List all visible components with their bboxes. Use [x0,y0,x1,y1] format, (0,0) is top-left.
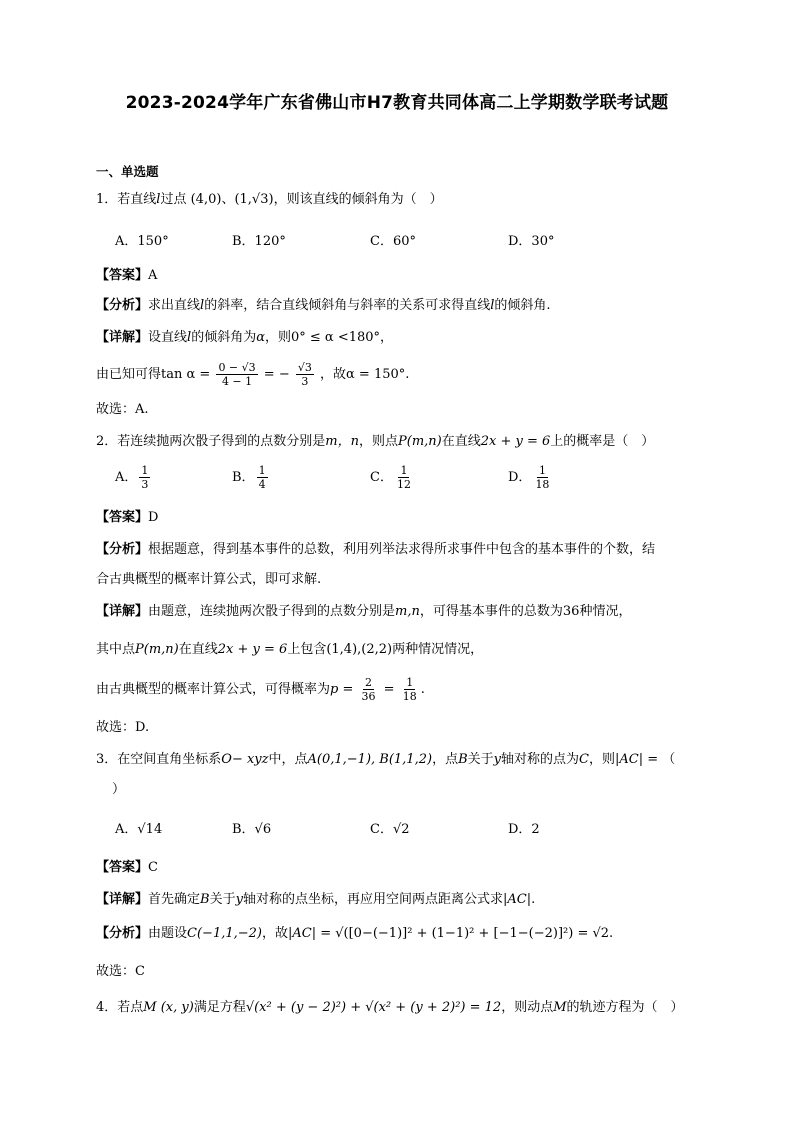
q2-c-num: 1 [400,464,408,477]
q1-analysis-var: l [200,298,205,313]
q3-analysis-mid: ，故| [261,926,293,941]
q2-option-d [508,463,553,493]
q2-frac2-den: 18 [402,690,417,703]
q2-detail2-mid2: 上包含 [287,642,327,657]
q1-analysis [96,297,551,315]
q2-option-b-label: B． [232,470,255,485]
q2-detail2-point: P(m,n) [135,642,179,657]
q1-answer [96,267,157,285]
q3-conclusion: 故选：C [96,964,145,979]
q4-stem-post: 的轨迹方程为（ ） [566,1000,684,1015]
q3-analysis [96,925,613,943]
q2-analysis-line-2: 合古典概型的概率计算公式，即可求解. [96,572,322,587]
q1-analysis-pre: 求出直线 [148,298,201,313]
q1-fraction-2 [296,361,314,388]
q1-analysis-var2: l [490,298,495,313]
question-4-stem [96,999,684,1017]
q2-detail1-mid: ，可得基本事件的总数为 [419,604,563,619]
q2-stem-post: 上的概率是（ ） [550,434,655,449]
q3-option-d: D．2 [508,822,540,837]
q3-stem-sys: O− xyz [221,752,269,767]
q2-detail3-eq: = [383,682,395,697]
q2-d-den: 18 [535,478,550,491]
q1-detail1-mid: 的倾斜角为 [191,330,257,345]
q1-stem-pre: 1．若直线 [96,192,157,207]
q2-option-b [232,463,270,493]
q3-option-b: B．√6 [232,822,272,837]
q1-stem-var: l [156,192,161,207]
q2-detail-2 [96,641,483,659]
q1-detail1-alpha: α [256,330,265,345]
q1-frac1-den: 4 − 1 [221,375,253,388]
q1-detail-1 [96,329,393,347]
q1-detail2-eq: = − [263,367,290,382]
q3-stem-mid4: 轴对称的点为 [501,752,580,767]
q2-detail2-line: 2x + y = 6 [217,642,288,657]
q3-detail-post: 轴对称的点坐标，再应用空间两点距离公式求| [242,892,508,907]
q2-analysis-text-1: 根据题意，得到基本事件的总数，利用列举法求得所求事件中包含的基本事件的个数，结 [148,542,656,557]
q2-detail3-frac-1 [360,676,378,703]
q1-analysis-mid: 的斜率，结合直线倾斜角与斜率的关系可求得直线 [204,298,491,313]
q1-point-2: (1,√3) [234,192,274,207]
q1-point-1: (4,0) [190,192,222,207]
q3-stem-mid2: ，点 [432,752,459,767]
q3-detail-ac: AC [507,892,527,907]
q3-detail-end: |. [526,892,536,907]
q3-stem-pts: A(0,1,−1), B(1,1,2) [307,752,433,767]
q2-detail1-vars: m,n [395,604,420,619]
q1-analysis-post: 的倾斜角. [494,298,551,313]
q1-frac2-den: 3 [301,375,309,388]
q3-detail-mid: 关于 [209,892,236,907]
q2-detail3-post: . [420,682,425,697]
q2-option-c-frac [395,464,413,491]
detail-tag: 【详解】 [96,330,149,345]
q2-detail1-n: 36 [562,604,580,619]
q2-option-a-frac [139,464,150,491]
q2-detail-1 [96,603,631,621]
q2-a-den: 3 [141,478,149,491]
question-3-stem-line-2: ） [112,782,126,797]
q2-option-d-label: D． [508,470,532,485]
q1-conclusion: 故选：A. [96,402,149,417]
section-heading: 一、单选题 [96,164,159,179]
answer-tag: 【答案】 [96,268,149,283]
q4-stem-m: M (x, y) [143,1000,194,1015]
q2-detail2-post: 两种情况情况， [392,642,484,657]
analysis-tag: 【分析】 [96,542,149,557]
q2-frac1-num: 2 [365,676,373,689]
q1-option-a: A．150° [115,234,169,249]
q3-stem-ac: AC [619,752,639,767]
q1-detail1-pre: 设直线 [148,330,188,345]
q3-stem-mid: 中，点 [268,752,308,767]
question-1-stem [96,191,443,209]
q2-option-d-frac [533,464,551,491]
q3-analysis-c: C(−1,1,−2) [187,926,262,941]
q2-analysis-line-1 [96,541,655,559]
q4-stem-mid: 满足方程 [193,1000,246,1015]
q2-stem-mid2: 在直线 [441,434,481,449]
q2-conclusion: 故选：D. [96,720,150,735]
q4-stem-eq: √(x² + (y − 2)²) + √(x² + (y + 2)²) = 12 [245,1000,502,1015]
q3-stem-c: C [579,752,589,767]
q3-detail-pre: 首先确定 [148,892,201,907]
q1-option-d: D．30° [508,234,555,249]
q2-d-num: 1 [538,464,546,477]
q3-stem-mid5: ，则| [588,752,620,767]
q2-answer [96,509,158,527]
page-title: 2023-2024学年广东省佛山市H7教育共同体高二上学期数学联考试题 [125,93,669,113]
q4-stem-m2: M [553,1000,567,1015]
q3-stem-post: | = （ [638,752,676,767]
q2-stem-vars: m，n [325,434,359,449]
q3-detail-y: y [235,892,243,907]
q2-detail2-mid: 在直线 [178,642,218,657]
question-3-stem-line-1 [96,751,675,769]
detail-tag: 【详解】 [96,892,149,907]
q3-option-a: A．√14 [115,822,163,837]
q3-analysis-post: . [609,926,614,941]
q3-answer-value: C [148,860,158,875]
q2-stem-point: P(m,n) [398,434,442,449]
q2-detail1-pre: 由题意，连续抛两次骰子得到的点数分别是 [148,604,396,619]
q1-stem-mid: 过点 [160,192,187,207]
q3-stem-pre: 3．在空间直角坐标系 [96,752,222,767]
q1-answer-value: A [148,268,158,283]
q1-detail1-post: ，则0° ≤ α <180°， [265,330,394,345]
q1-frac2-num: √3 [297,361,312,374]
q4-stem-pre: 4．若点 [96,1000,144,1015]
q2-stem-mid: ，则点 [358,434,398,449]
q2-frac1-den: 36 [361,690,376,703]
q2-stem-pre: 2．若连续抛两次骰子得到的点数分别是 [96,434,326,449]
q2-detail1-post: 种情况， [579,604,632,619]
q2-option-a-label: A． [115,470,138,485]
q1-option-c: C．60° [370,234,416,249]
q2-detail3-p: p = [330,682,354,697]
q1-detail2-post: ，故α = 150°. [320,367,410,382]
q1-detail1-var: l [187,330,192,345]
q2-detail3-pre: 由古典概型的概率计算公式，可得概率为 [96,682,331,697]
q3-stem-b: B [458,752,468,767]
q3-analysis-pre: 由题设 [148,926,188,941]
analysis-tag: 【分析】 [96,926,149,941]
analysis-tag: 【分析】 [96,298,149,313]
q3-analysis-formula: | = √([0−(−1)]² + (1−1)² + [−1−(−2)]²) = √2 [311,926,610,941]
q1-option-b: B．120° [232,234,286,249]
detail-tag: 【详解】 [96,604,149,619]
q3-detail [96,891,535,909]
q2-detail3-frac-2 [401,676,419,703]
q1-separator: 、 [221,192,235,207]
q2-detail2-pts: (1,4),(2,2) [326,642,393,657]
q3-answer [96,859,158,877]
q2-answer-value: D [148,510,159,525]
q2-c-den: 12 [396,478,411,491]
q2-option-c [370,463,415,493]
q1-detail2-pre: 由已知可得tan α = [96,367,211,382]
q2-stem-line: 2x + y = 6 [480,434,551,449]
q1-fraction-1 [216,361,257,388]
q2-option-a [115,463,152,493]
q1-frac1-num: 0 − √3 [218,361,256,374]
q3-option-c: C．√2 [370,822,410,837]
q3-stem-y: y [493,752,502,767]
answer-tag: 【答案】 [96,860,149,875]
q3-stem-mid3: 关于 [467,752,494,767]
q4-stem-mid2: ，则动点 [501,1000,554,1015]
answer-tag: 【答案】 [96,510,149,525]
q1-stem-post: ，则该直线的倾斜角为（ ） [273,192,443,207]
q2-a-num: 1 [141,464,149,477]
q2-b-num: 1 [258,464,266,477]
q2-b-den: 4 [258,478,266,491]
q3-detail-b: B [200,892,210,907]
q2-frac2-num: 1 [406,676,414,689]
q2-option-c-label: C． [370,470,393,485]
q2-option-b-frac [257,464,268,491]
q1-detail-2 [96,361,409,389]
question-2-stem [96,433,654,451]
q3-analysis-ac: AC [292,926,312,941]
q2-detail2-pre: 其中点 [96,642,136,657]
q2-detail-3 [96,673,425,707]
